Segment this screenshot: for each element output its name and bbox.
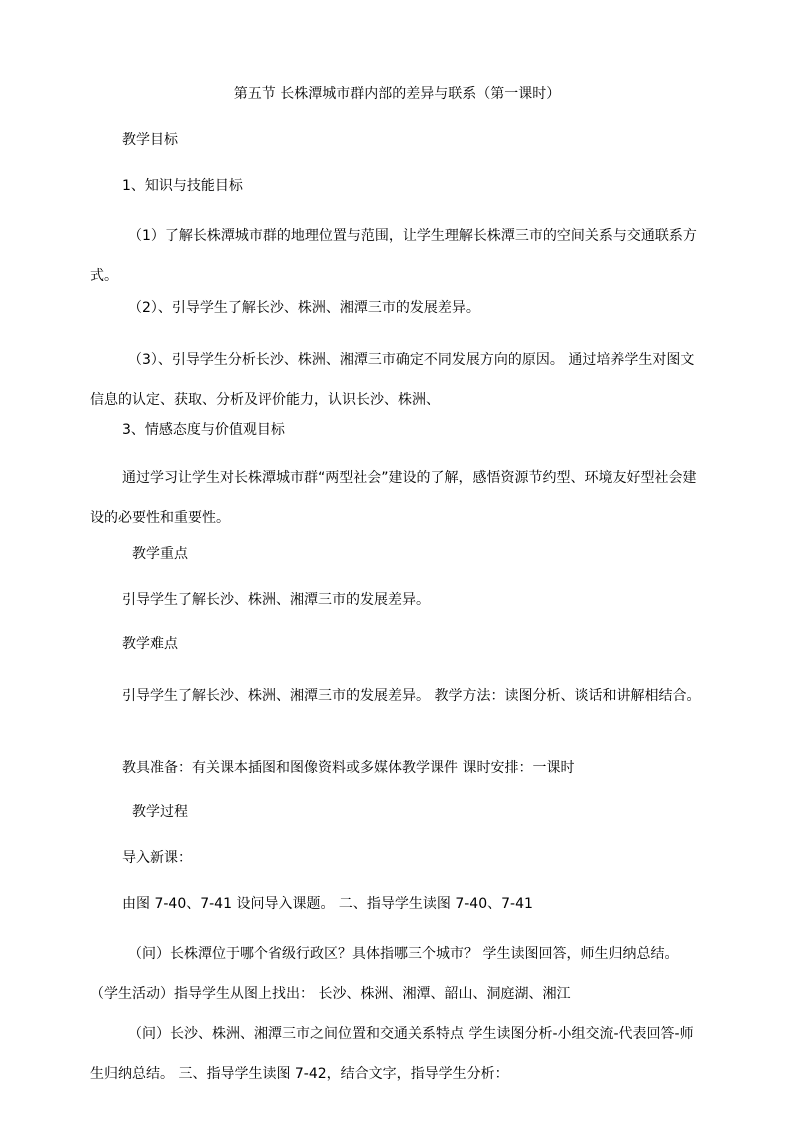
paragraph-objective-2: （2）、引导学生了解长沙、株洲、湘潭三市的发展差异。 <box>128 300 480 316</box>
paragraph-difficulties-methods: 引导学生了解长沙、株洲、湘潭三市的发展差异。 教学方法：读图分析、谈话和讲解相结合。 <box>122 688 701 704</box>
paragraph-objective-1: （1）了解长株潭城市群的地理位置与范围，让学生理解长株潭三市的空间关系与交通联系方式。 <box>90 228 697 284</box>
heading-key-points: 教学重点 <box>132 546 188 562</box>
heading-teaching-process: 教学过程 <box>132 804 188 820</box>
page-title: 第五节 长株潭城市群内部的差异与联系（第一课时） <box>233 86 561 102</box>
heading-teaching-objectives: 教学目标 <box>122 132 178 148</box>
paragraph-objective-3: （3）、引导学生分析长沙、株洲、湘潭三市确定不同发展方向的原因。 通过培养学生对图文信息的认定、获取、分析及评价能力，认识长沙、株洲、 <box>90 352 695 408</box>
heading-knowledge-skills: 1、知识与技能目标 <box>122 178 243 194</box>
heading-difficulties: 教学难点 <box>122 636 178 652</box>
paragraph-teaching-aids: 教具准备：有关课本插图和图像资料或多媒体教学课件 课时安排：一课时 <box>122 760 575 776</box>
paragraph-question-1: （问）长株潭位于哪个省级行政区？具体指哪三个城市？ 学生读图回答，师生归纳总结。 （学生活动）指导学生从图上找出： 长沙、株洲、湘潭、韶山、洞庭湖、湘江 <box>90 946 679 1002</box>
paragraph-key-points: 引导学生了解长沙、株洲、湘潭三市的发展差异。 <box>122 592 430 608</box>
paragraph-question-2: （问）长沙、株洲、湘潭三市之间位置和交通关系特点 学生读图分析-小组交流-代表回答-师生归纳总结。 三、指导学生读图 7-42，结合文字，指导学生分析： <box>90 1026 694 1082</box>
heading-attitude-values: 3、情感态度与价值观目标 <box>122 422 285 438</box>
paragraph-attitude: 通过学习让学生对长株潭城市群“两型社会”建设的了解，感悟资源节约型、环境友好型社会建设的必要性和重要性。 <box>90 470 697 526</box>
paragraph-introduction: 由图 7-40、7-41 设问导入课题。 二、指导学生读图 7-40、7-41 <box>122 896 533 912</box>
heading-introduction: 导入新课： <box>122 850 192 866</box>
